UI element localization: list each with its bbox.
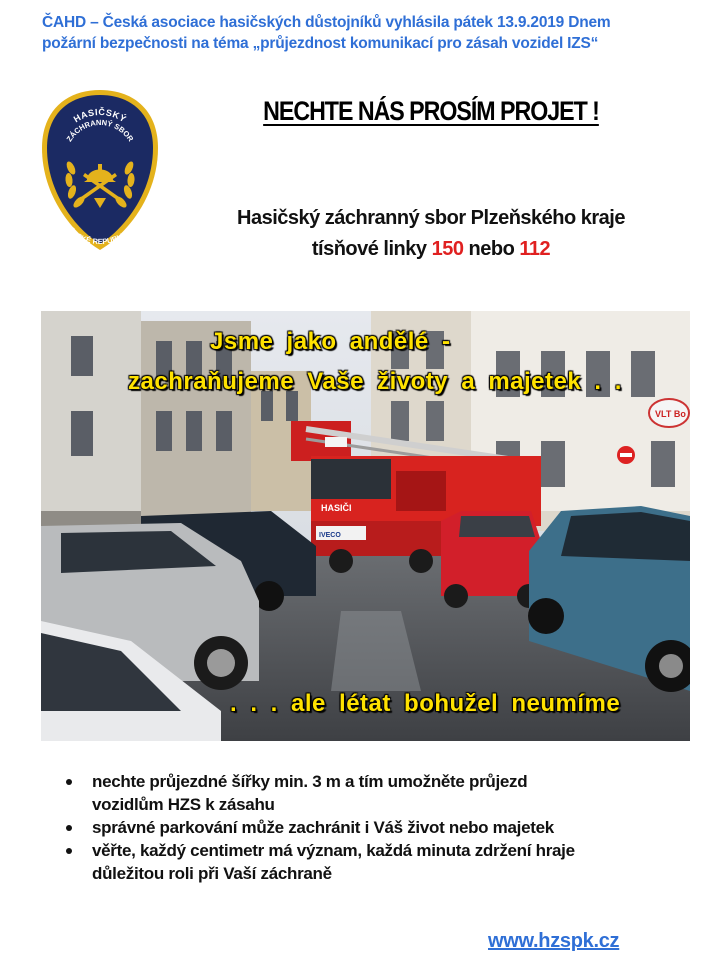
shop-sign: VLT Bo (655, 409, 686, 419)
emergency-lines (196, 234, 666, 265)
lines-prefix: tísňové linky (311, 238, 427, 260)
list-item-line: věřte, každý centimetr má význam, každá minuta zdržení hraje (92, 841, 575, 860)
bullet-icon (66, 825, 72, 831)
list-item-line: důležitou roli při Vaší záchraně (92, 864, 332, 883)
emergency-number-112: 112 (519, 238, 551, 260)
intro-line-1: ČAHD – Česká asociace hasičských důstojníků vyhlásila pátek 13.9.2019 Dnem (42, 14, 611, 31)
list-item-line: vozidlům HZS k zásahu (92, 795, 275, 814)
website-link[interactable]: www.hzspk.cz (488, 930, 620, 952)
unit-info (196, 203, 666, 265)
list-item-line: nechte průjezdné šířky min. 3 m a tím umožněte průjezd (92, 772, 528, 791)
list-item (58, 816, 698, 839)
emergency-number-150: 150 (431, 238, 464, 260)
list-item (58, 839, 698, 885)
list-item-line: správné parkování může zachránit i Váš život nebo majetek (92, 818, 554, 837)
advice-list (58, 770, 698, 885)
bullet-icon (66, 779, 72, 785)
logo-bottom-text: ČESKÉ REPUBLIKY (66, 225, 134, 247)
truck-cab-text: IVECO (319, 532, 341, 539)
lines-connector: nebo (468, 238, 515, 260)
list-item (58, 770, 698, 816)
fire-rescue-logo (39, 88, 161, 252)
red-car (441, 511, 541, 608)
headline: NECHTE NÁS PROSÍM PROJET ! (263, 96, 599, 126)
logo-top-text: HASIČSKÝ (71, 106, 129, 125)
slogan-line-2: zachraňujeme Vaše životy a majetek . . (128, 368, 622, 395)
intro-line-2: požární bezpečnosti na téma „průjezdnost komunikací pro zásah vozidel IZS“ (42, 35, 599, 52)
truck-door-text: HASIČI (321, 503, 352, 513)
intro-text (42, 12, 682, 54)
bullet-icon (66, 848, 72, 854)
slogan-line-1: Jsme jako andělé - (210, 328, 451, 355)
logo-mid-text: ZÁCHRANNÝ SBOR (64, 117, 136, 144)
unit-name: Hasičský záchranný sbor Plzeňského kraje (237, 207, 625, 229)
slogan-bottom: . . . ale létat bohužel neumíme (230, 690, 621, 717)
